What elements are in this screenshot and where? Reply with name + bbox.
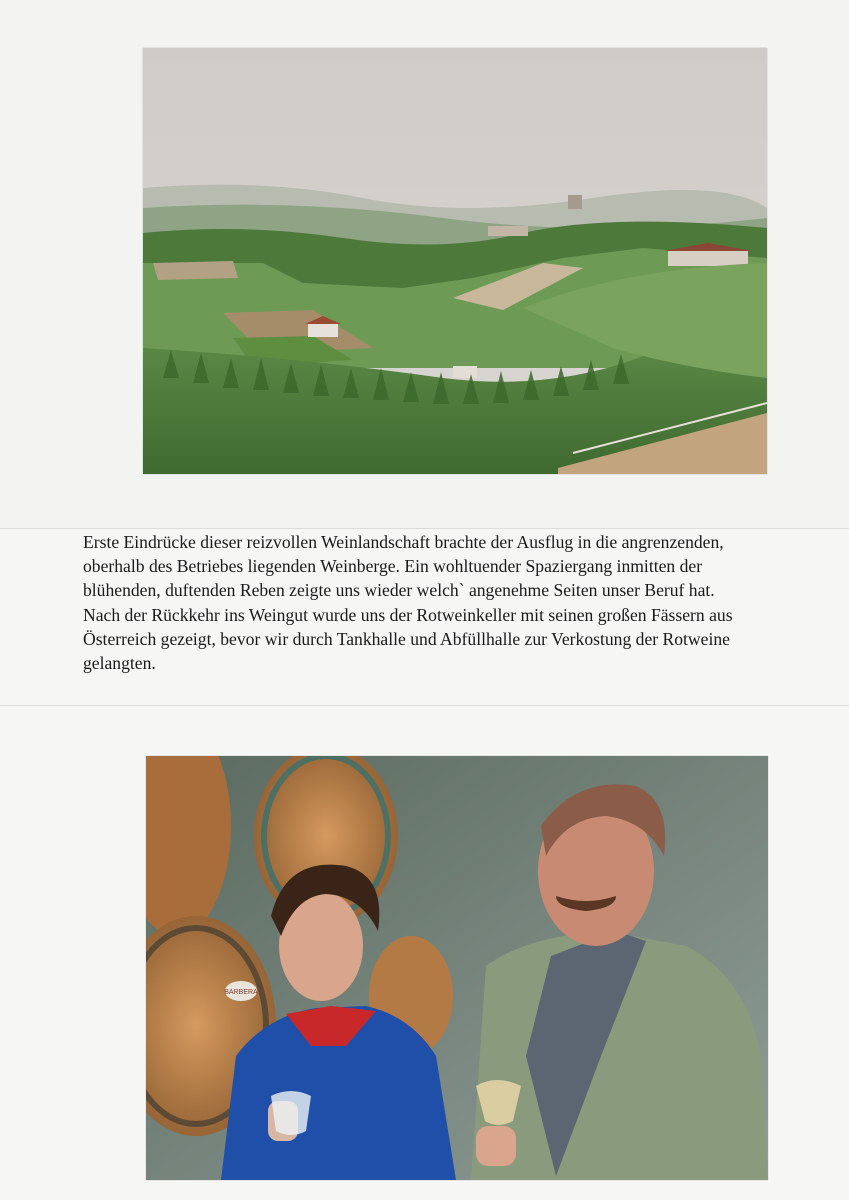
cellar-photo <box>146 756 768 1180</box>
wine-cellar-image <box>146 756 768 1180</box>
caption-paragraph: Erste Eindrücke dieser reizvollen Weinlandschaft brachte der Ausflug in die angrenzenden, oberhalb des Betriebes liegenden Weinberge. Ein wohltuender Spaziergang inmitten der blühenden, duftenden Reben zeigte uns wieder welch` angenehme Seiten unser Beruf hat. <box>83 532 724 601</box>
caption-text <box>83 530 773 675</box>
barrel-label: BARBERA <box>224 989 258 996</box>
caption-paragraph: Nach der Rückkehr ins Weingut wurde uns der Rotweinkeller mit seinen großen Fässern aus Österreich gezeigt, bevor wir durch Tankhalle und Abfüllhalle zur Verkostung der Rotweine gelangten. <box>83 604 733 674</box>
landscape-photo <box>143 48 767 474</box>
vineyard-landscape-image <box>143 48 767 474</box>
sheet-divider <box>0 705 849 706</box>
sheet-divider <box>0 528 849 529</box>
